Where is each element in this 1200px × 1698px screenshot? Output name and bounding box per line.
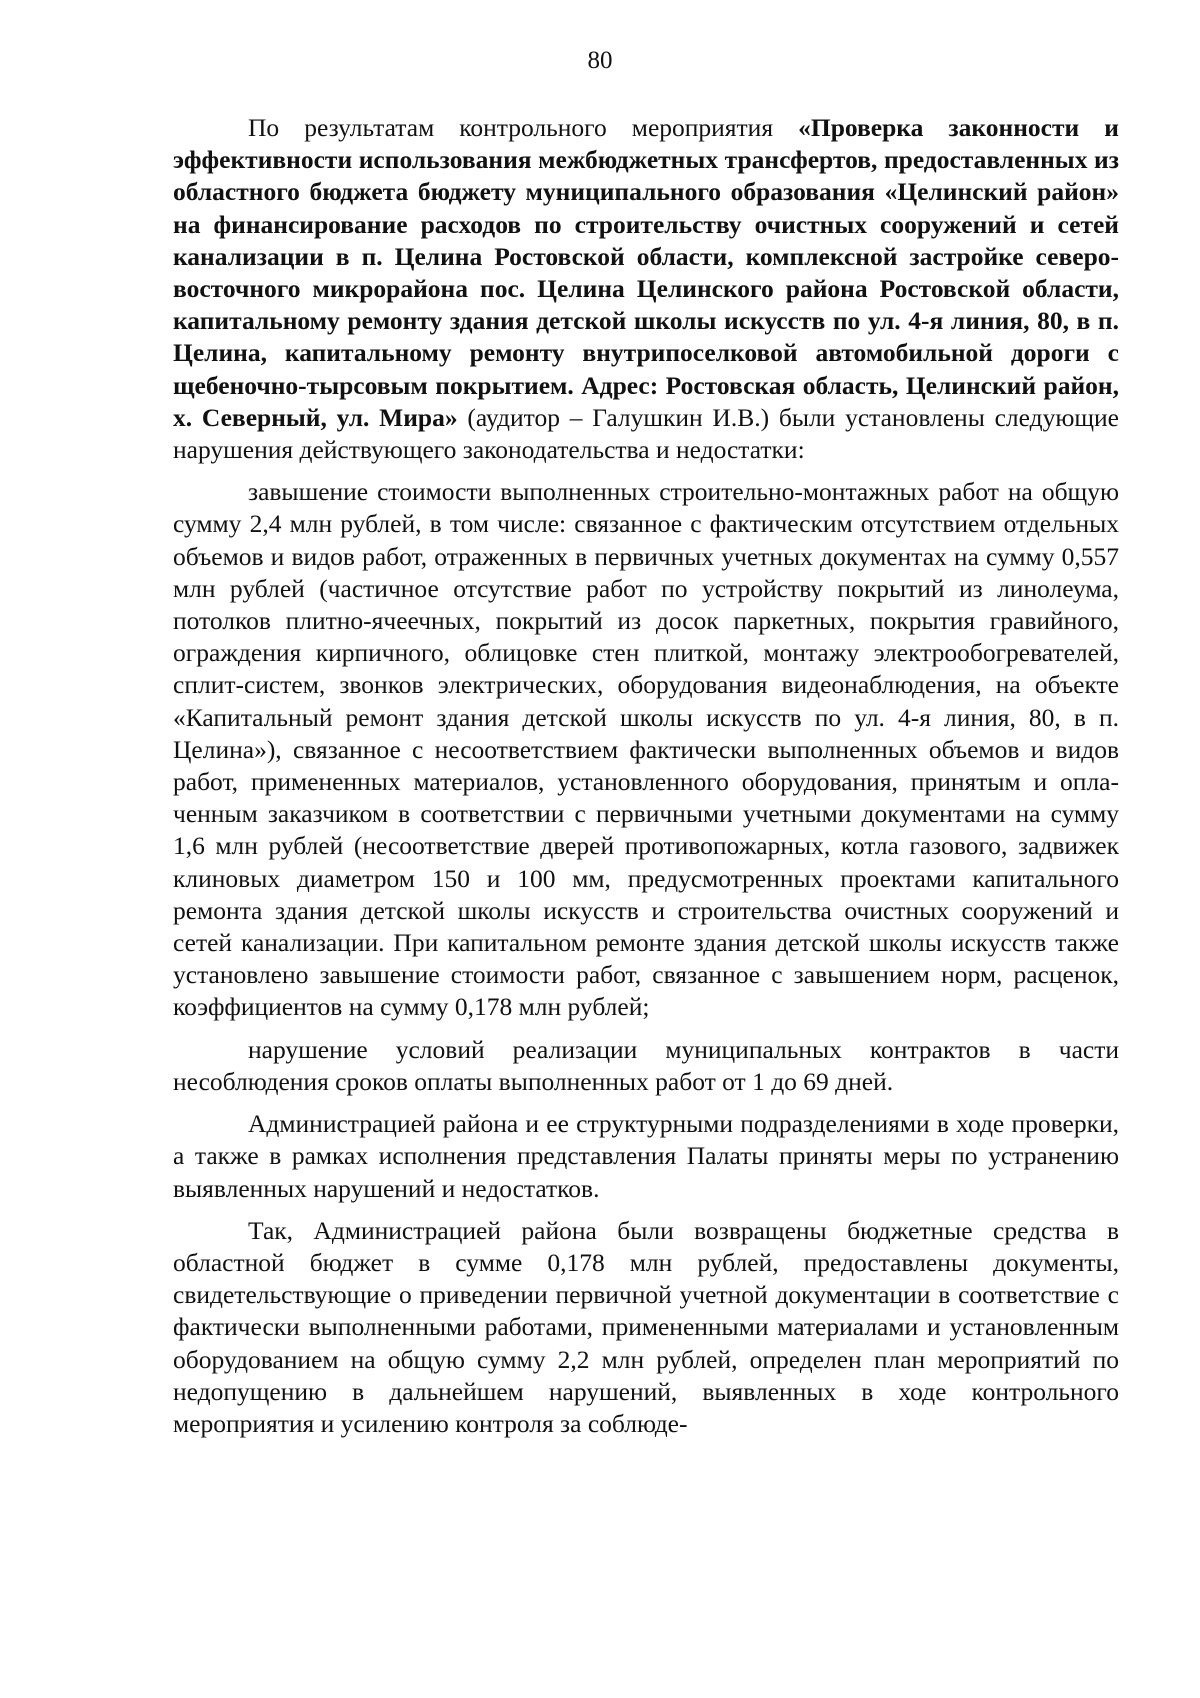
page-number: 80 (587, 47, 613, 74)
returned-funds-paragraph: Так, Администрацией района были возвращены бюджетные средства в областной бюджет в сумме 0,178 млн рублей, предоставлены документы, свидетельствующие о приведении первичной учетной документации в соответствие с фактически выполненными работами, примененными материалами и установленным оборудованием на общую сумму 2,2 млн рублей, определен план мероприятий по недопущению в дальнейшем нарушений, выявленных в ходе контрольного мероприятия и усилению контроля за соблюде- (173, 1215, 1119, 1438)
intro-tail: (аудитор – Галушкин И.В.) были установлены следующие нарушения действующего законодательства и недостатки: (173, 402, 1119, 465)
overstatement-paragraph: завышение стоимости выполненных строительно-монтажных работ на общую сумму 2,4 млн рублей, в том числе: связанное с фактическим отсутствием отдельных объемов и видов работ, отраженных в первичных учетных документах на сумму 0,557 млн рублей (частичное отсутствие работ по устройству покрытий из линолеума, потолков плитно-ячеечных, покрытий из досок паркетных, покрытия гравийного, ограждения кирпичного, облицовке стен плиткой, монтажу электрообогревателей, сплит-систем, звонков электрических, оборудования видеонаблюдения, на объекте «Капитальный ремонт здания детской школы искусств по ул. 4-я линия, 80, в п. Целина»), связанное с несоответствием фактически выполненных объемов и видов работ, примененных материалов, установленного оборудования, принятым и оплаченным заказчиком в соответствии с первичными учетными документами на сумму 1,6 млн рублей (несоответствие дверей противопожарных, котла газового, задвижек клиновых диаметром 150 и 100 мм, предусмотренных проектами капитального ремонта здания детской школы искусств и строительства очистных сооружений и сетей канализации. При капитальном ремонте здания детской школы искусств также установлено завышение стоимости работ, связанное с завышением норм, расценок, коэффициентов на сумму 0,178 млн рублей; (173, 477, 1119, 1022)
contract-violation-paragraph: нарушение условий реализации муниципальных контрактов в части несоблюдения сроков оплаты выполненных работ от 1 до 69 дней. (173, 1034, 1119, 1096)
document-body (173, 112, 1119, 1450)
audit-event-title: «Проверка законности и эффективности использования межбюджетных трансфертов, предоставленных из областного бюджета бюджету муниципального образования «Целинский район» на финансирование расходов по строительству очистных сооружений и сетей канализации в п. Целина Ростовской области, комплексной застройке северо-восточного микрорайона пос. Целина Целинского района Ростовской области, капитальному ремонту здания детской школы искусств по ул. 4-я линия, 80, в п. Целина, капитальному ремонту внутрипоселковой автомобильной дороги с щебеночно-тырсовым покрытием. Адрес: Ростовская область, Целинский район, х. Северный, ул. Мира» (173, 113, 1119, 432)
intro-paragraph (173, 112, 1119, 466)
measures-paragraph: Администрацией района и ее структурными подразделениями в ходе проверки, а также в рамках исполнения представления Палаты приняты меры по устранению выявленных нарушений и недостатков. (173, 1109, 1119, 1203)
intro-lead: По результатам контрольного мероприятия (248, 113, 799, 142)
